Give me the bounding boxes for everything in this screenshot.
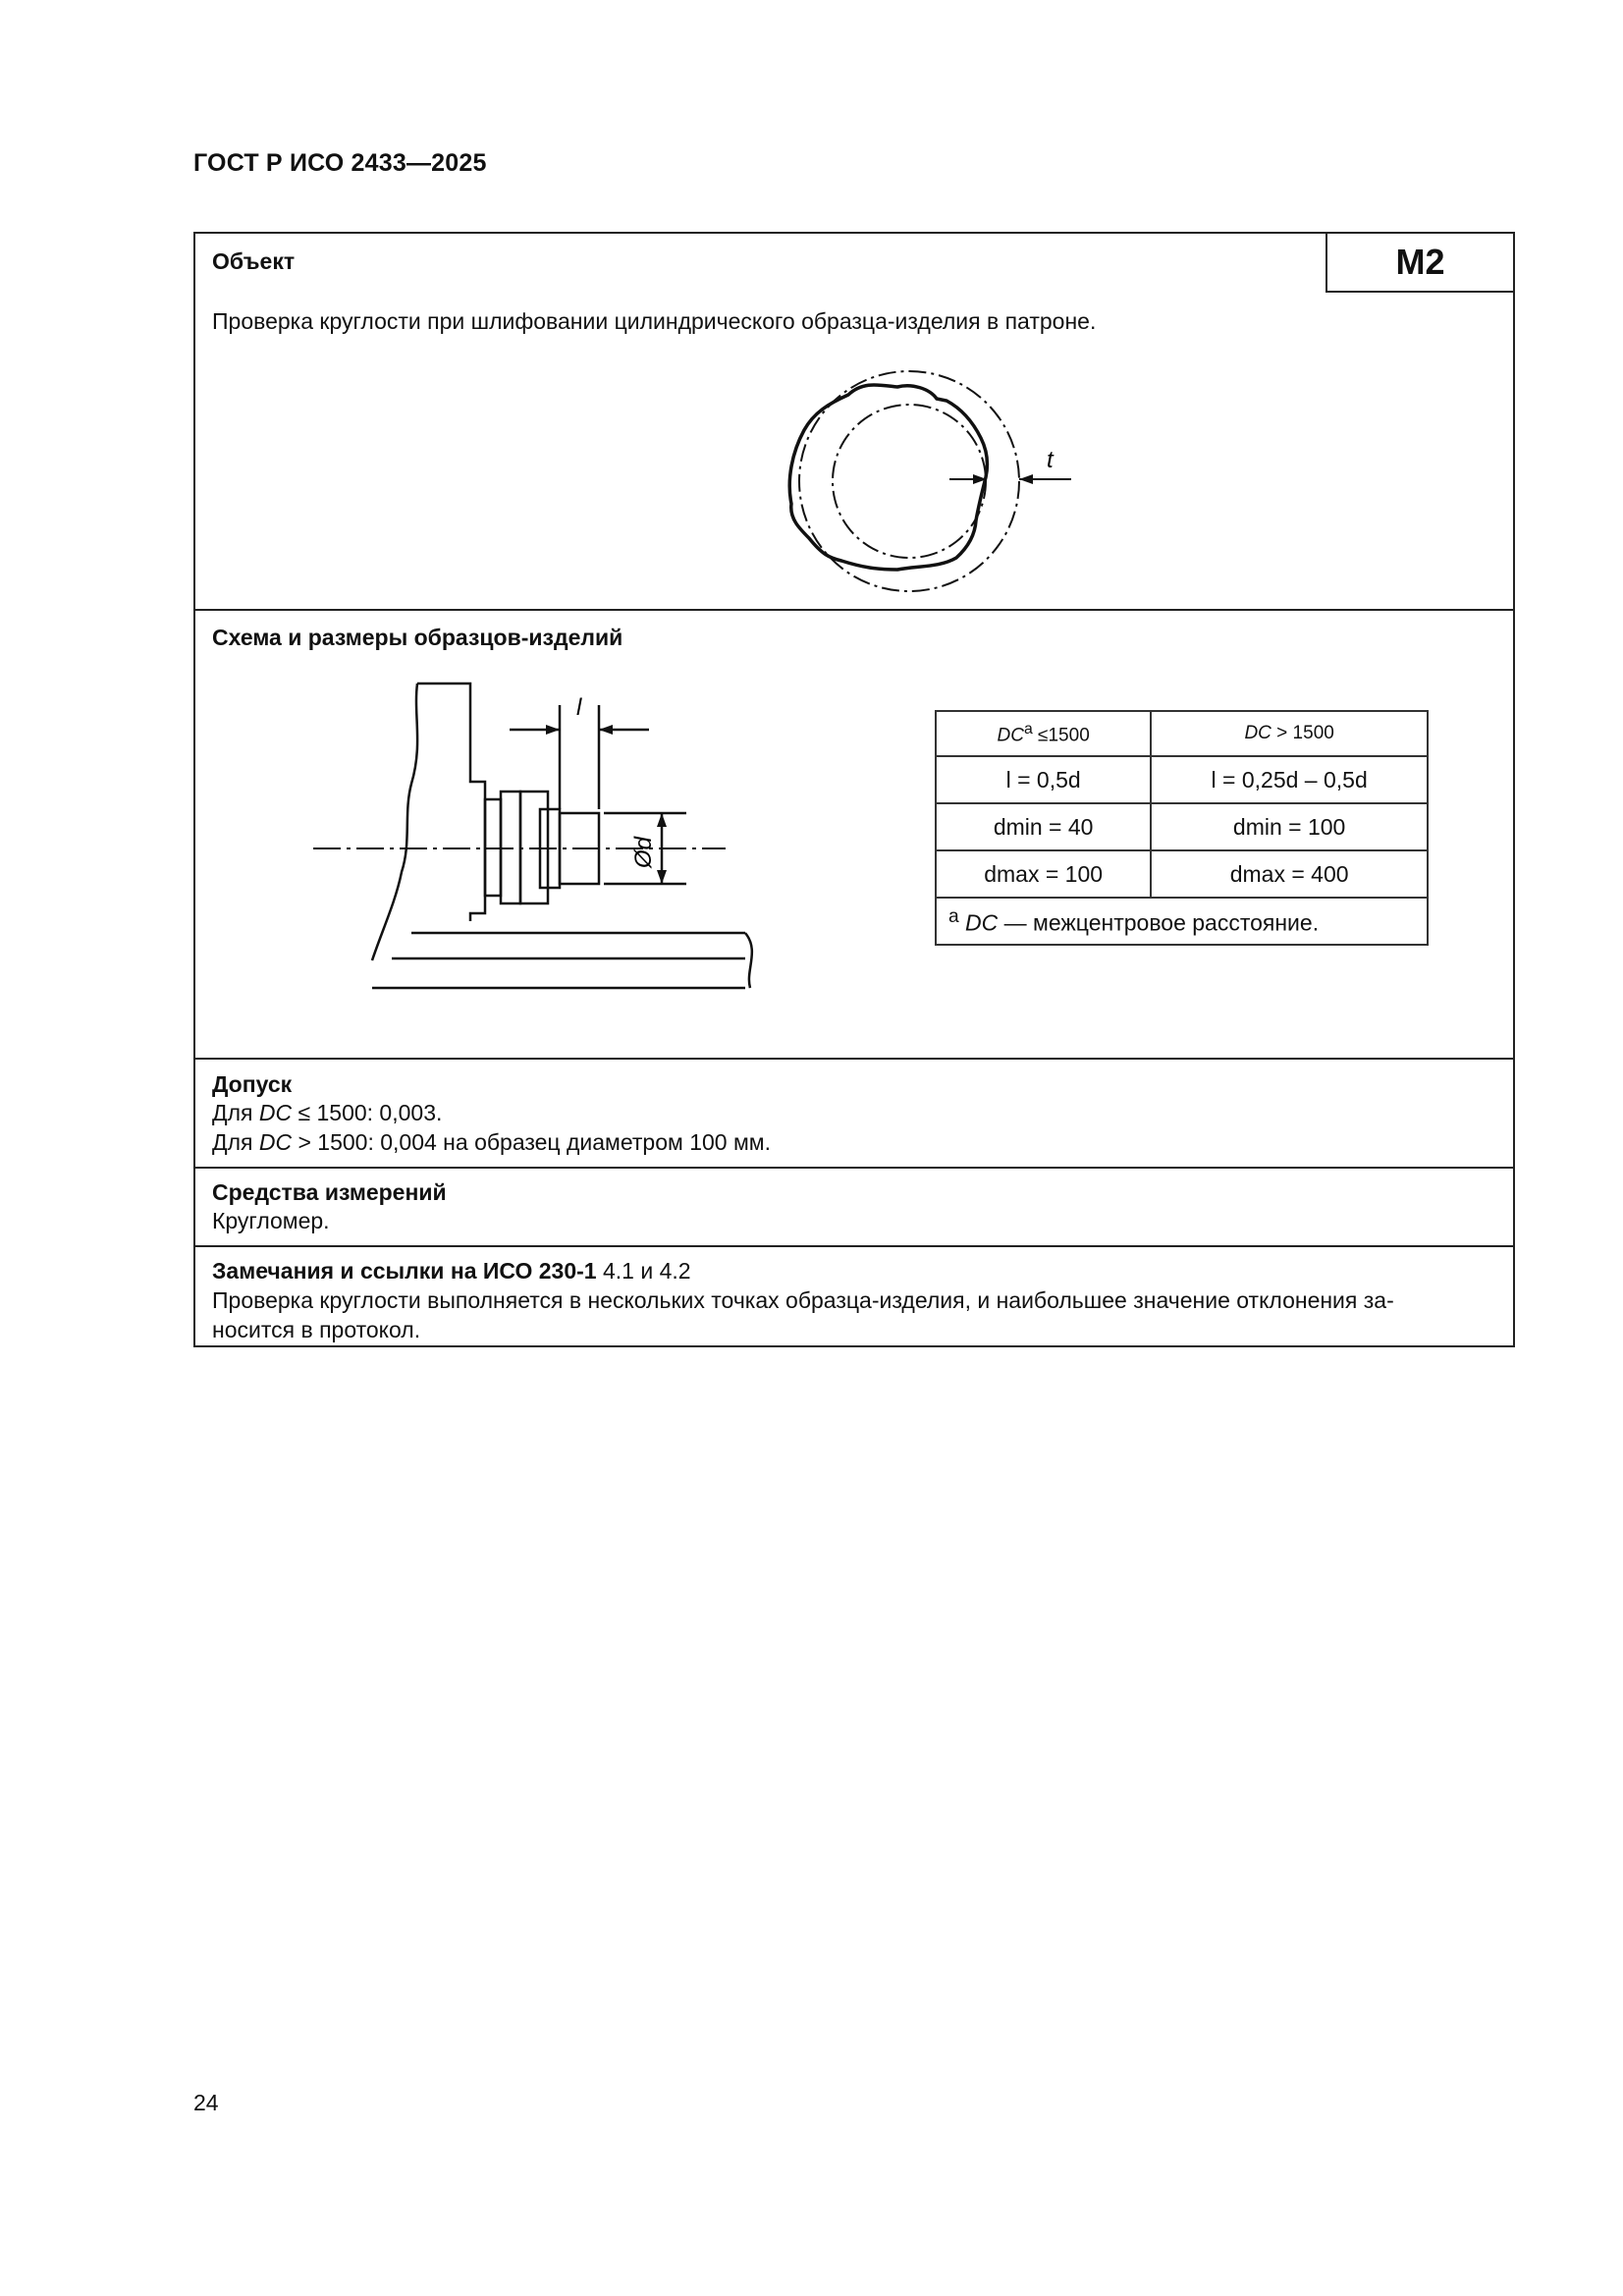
header-dc-le-1500: $DC^a \le 1500$ — [936, 711, 1151, 756]
section-divider — [195, 1245, 1513, 1247]
length-small-dc: l = 0,5d — [936, 756, 1151, 803]
instruments-label: Средства измерений — [212, 1179, 447, 1205]
instruments-text: Кругломер. — [212, 1208, 330, 1233]
dmax-large-dc: dmax = 400 — [1151, 850, 1428, 898]
roundness-figure — [706, 361, 1217, 602]
remarks-heading: Замечания и ссылки на ИСО 230-1 4.1 и 4.2 — [212, 1258, 691, 1284]
header-dc-gt-1500: DC > 1500 — [1151, 711, 1428, 756]
object-label: Объект — [212, 248, 296, 274]
table-footnote: $^a$ DC — межцентровое расстояние. — [936, 898, 1428, 945]
dmin-large-dc: dmin = 100 — [1151, 803, 1428, 850]
dimension-l-label: l — [576, 694, 582, 721]
test-card — [193, 232, 1515, 1347]
tolerance-line-2: Для DC > 1500: 0,004 на образец диаметром 100 мм. — [212, 1129, 771, 1155]
test-code: M2 — [1325, 232, 1515, 293]
object-description: Проверка круглости при шлифовании цилиндрического образца-изделия в патроне. — [212, 308, 1097, 334]
dmin-small-dc: dmin = 40 — [936, 803, 1151, 850]
section-divider — [195, 1058, 1513, 1060]
document-header: ГОСТ Р ИСО 2433—2025 — [193, 149, 487, 177]
scheme-label: Схема и размеры образцов-изделий — [212, 625, 623, 650]
workpiece-scheme — [313, 676, 902, 1000]
dmax-small-dc: dmax = 100 — [936, 850, 1151, 898]
tolerance-label: Допуск — [212, 1071, 293, 1097]
tolerance-line-1: Для DC ≤ 1500: 0,003. — [212, 1100, 443, 1125]
section-divider — [195, 609, 1513, 611]
length-large-dc: l = 0,25d – 0,5d — [1151, 756, 1428, 803]
dimension-d-label: Ød — [630, 836, 657, 868]
page-number: 24 — [193, 2090, 219, 2115]
section-divider — [195, 1167, 1513, 1169]
remarks-line-2: носится в протокол. — [212, 1317, 421, 1342]
remarks-line-1: Проверка круглости выполняется в нескольких точках образца-изделия, и наибольшее значение отклонения за- — [212, 1287, 1394, 1313]
specimen-size-table — [935, 710, 1429, 946]
tolerance-t-label: t — [1047, 447, 1054, 473]
